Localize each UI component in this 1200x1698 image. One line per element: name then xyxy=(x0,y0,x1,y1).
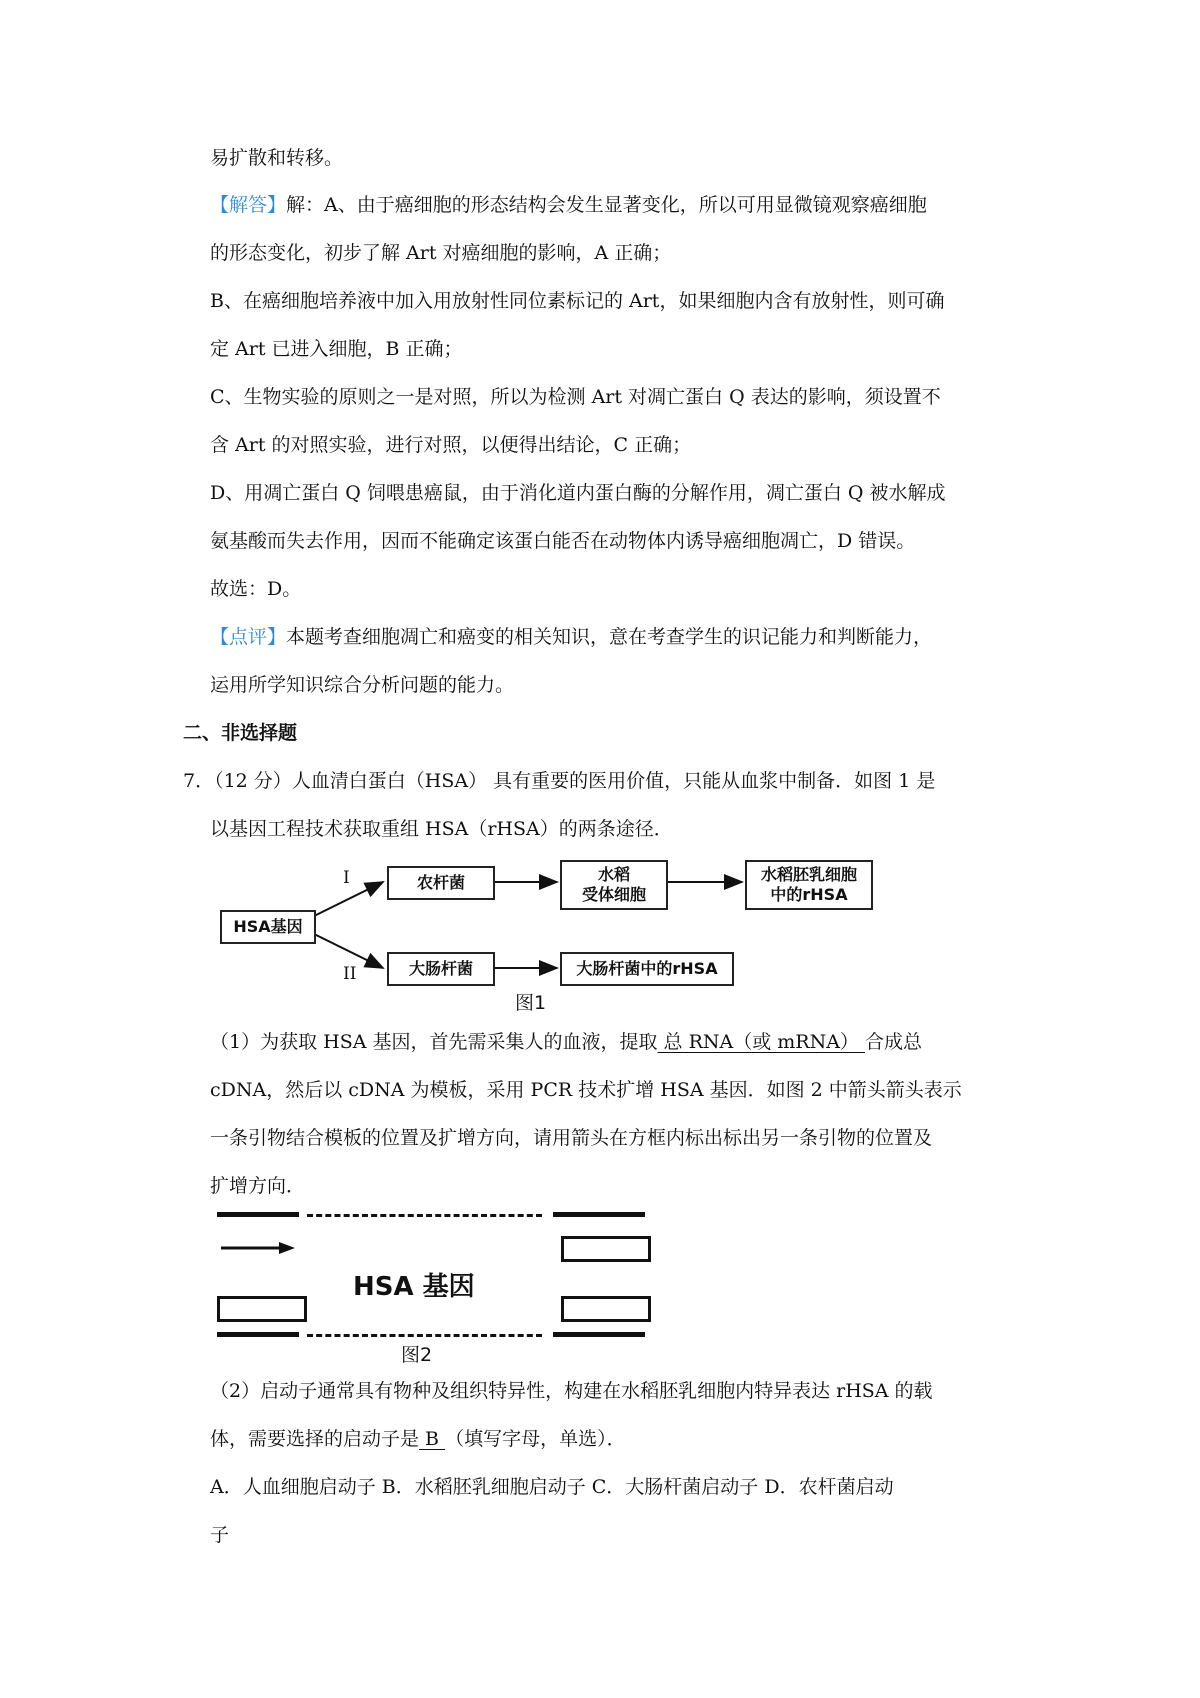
text-span: （1）为获取 HSA 基因，首先需采集人的血液，提取 xyxy=(210,1031,658,1053)
primer-box-bottom-right xyxy=(561,1296,651,1322)
figure-2-caption: 图2 xyxy=(401,1344,433,1366)
text-line: 故选：D。 xyxy=(210,578,302,600)
ecoli-rhsa-box: 大肠杆菌中的rHSA xyxy=(560,952,734,986)
section-heading: 二、非选择题 xyxy=(183,722,298,744)
agrobacterium-box: 农杆菌 xyxy=(387,866,495,900)
rice-rhsa-box xyxy=(745,860,873,910)
text-span: 本题考查细胞凋亡和癌变的相关知识，意在考查学生的识记能力和判断能力， xyxy=(286,626,933,648)
template-strand-bottom-right xyxy=(553,1332,645,1337)
text-line: 氨基酸而失去作用，因而不能确定该蛋白能否在动物体内诱导癌细胞凋亡，D 错误。 xyxy=(210,530,916,552)
answer-blank: B xyxy=(419,1428,446,1450)
text-span: 体，需要选择的启动子是 xyxy=(210,1428,420,1450)
text-line: C、生物实验的原则之一是对照，所以为检测 Art 对凋亡蛋白 Q 表达的影响，须设置不 xyxy=(210,386,941,408)
rice-line1: 水稻 xyxy=(597,865,630,884)
text-line: 一条引物结合模板的位置及扩增方向，请用箭头在方框内标出标出另一条引物的位置及 xyxy=(210,1127,933,1149)
primer-box-top-right xyxy=(561,1236,651,1262)
text-span: （填写字母，单选）． xyxy=(445,1428,626,1450)
rice-rhsa-line2: 中的rHSA xyxy=(770,885,848,904)
text-line: 含 Art 的对照实验，进行对照，以便得出结论，C 正确； xyxy=(210,434,692,456)
ecoli-box: 大肠杆菌 xyxy=(387,952,495,986)
text-line: cDNA，然后以 cDNA 为模板，采用 PCR 技术扩增 HSA 基因．如图 2 中箭头箭头表示 xyxy=(210,1079,962,1101)
text-line: 运用所学知识综合分析问题的能力。 xyxy=(210,674,515,696)
figure-2 xyxy=(215,1210,655,1366)
question-line: 7．（12 分）人血清白蛋白（HSA） 具有重要的医用价值，只能从血浆中制备．如图 1 是 xyxy=(183,770,936,792)
hsa-gene-label: HSA 基因 xyxy=(353,1272,475,1302)
template-strand-bottom-dashed xyxy=(307,1334,542,1337)
text-span: 合成总 xyxy=(864,1031,922,1053)
question-line: 以基因工程技术获取重组 HSA（rHSA）的两条途径． xyxy=(210,818,673,840)
path-2-label: II xyxy=(343,964,357,984)
rice-line2: 受体细胞 xyxy=(581,885,646,904)
rice-rhsa-line1: 水稻胚乳细胞 xyxy=(760,865,857,884)
answer-blank: 总 RNA（或 mRNA） xyxy=(657,1031,865,1053)
hsa-gene-box: HSA基因 xyxy=(220,910,316,944)
rice-recipient-box xyxy=(560,860,668,910)
figure-1-caption: 图1 xyxy=(515,992,547,1014)
template-strand-top-dashed xyxy=(307,1214,542,1217)
text-line: D、用凋亡蛋白 Q 饲喂患癌鼠，由于消化道内蛋白酶的分解作用，凋亡蛋白 Q 被水解成 xyxy=(210,482,946,504)
options-line: A．人血细胞启动子 B．水稻胚乳细胞启动子 C．大肠杆菌启动子 D．农杆菌启动 xyxy=(210,1476,894,1498)
answer-line xyxy=(210,192,927,218)
text-span: 解：A、由于癌细胞的形态结构会发生显著变化，所以可用显微镜观察癌细胞 xyxy=(286,194,927,216)
text-line: 定 Art 已进入细胞，B 正确； xyxy=(210,338,463,360)
jieda-tag: 【解答】 xyxy=(210,194,287,216)
options-line: 子 xyxy=(210,1524,230,1546)
text-line: 扩增方向． xyxy=(210,1175,306,1197)
template-strand-top-right xyxy=(553,1212,645,1217)
path-1-label: I xyxy=(343,868,350,888)
primer-box-bottom-left xyxy=(217,1296,307,1322)
review-line xyxy=(210,624,932,650)
text-line: 易扩散和转移。 xyxy=(210,147,344,169)
text-line: B、在癌细胞培养液中加入用放射性同位素标记的 Art，如果细胞内含有放射性，则可确 xyxy=(210,290,945,312)
question-line xyxy=(210,1029,922,1055)
template-strand-top-left xyxy=(217,1212,299,1217)
dianping-tag: 【点评】 xyxy=(210,626,287,648)
text-line: 的形态变化，初步了解 Art 对癌细胞的影响，A 正确； xyxy=(210,242,672,264)
figure-1 xyxy=(215,860,875,1020)
primer-arrow xyxy=(219,1238,299,1258)
question-line: （2）启动子通常具有物种及组织特异性，构建在水稻胚乳细胞内特异表达 rHSA 的载 xyxy=(210,1380,933,1402)
question-line xyxy=(210,1426,626,1452)
template-strand-bottom-left xyxy=(217,1332,299,1337)
